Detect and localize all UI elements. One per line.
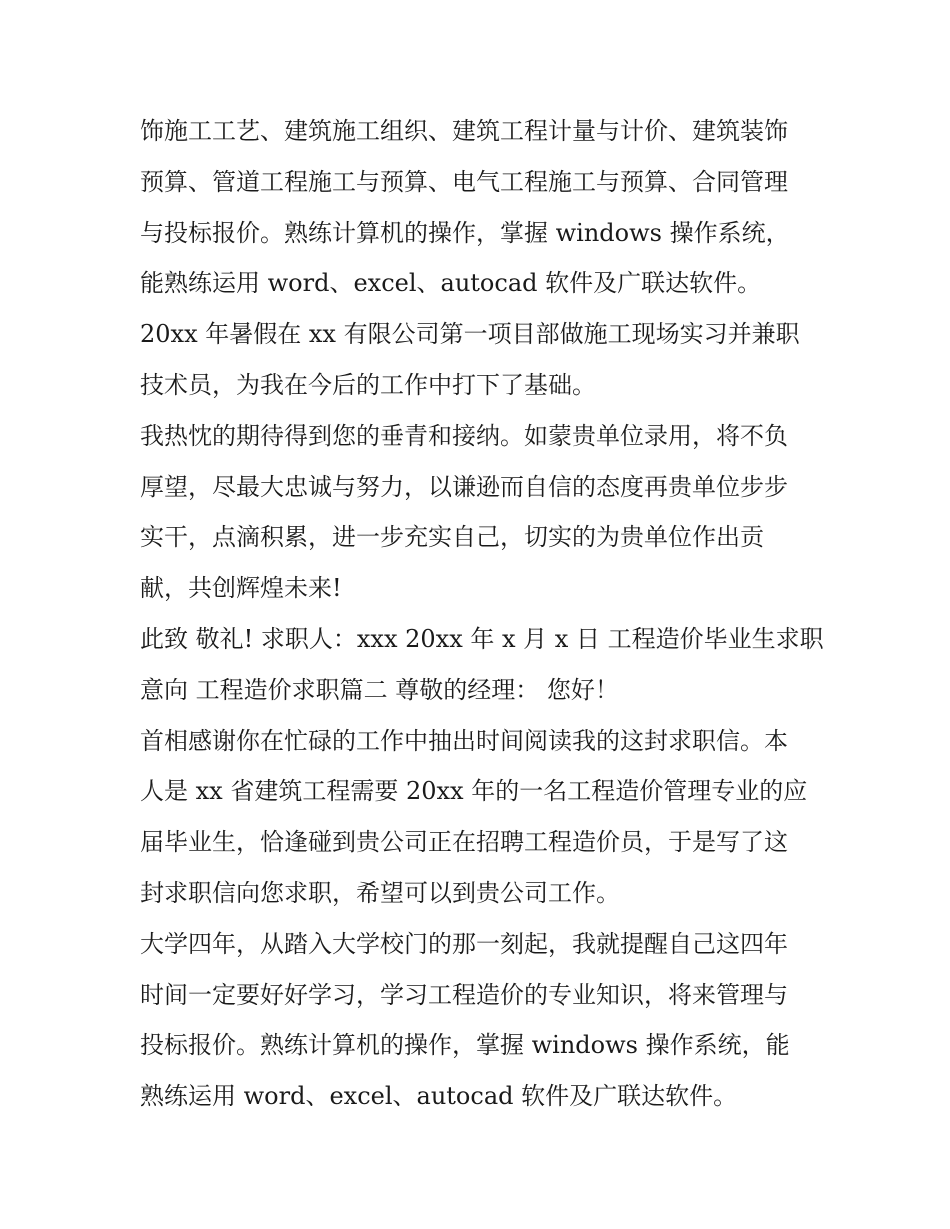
text-line: 投标报价。熟练计算机的操作，掌握 windows 操作系统，能 <box>140 1031 790 1060</box>
document-body <box>140 106 830 1122</box>
text-line: 献，共创辉煌未来! <box>140 574 342 603</box>
text-line: 人是 xx 省建筑工程需要 20xx 年的一名工程造价管理专业的应 <box>140 777 808 806</box>
text-line: 封求职信向您求职，希望可以到贵公司工作。 <box>140 878 620 907</box>
text-line: 届毕业生，恰逢碰到贵公司正在招聘工程造价员，于是写了这 <box>140 828 788 857</box>
text-line: 此致 敬礼! 求职人：xxx 20xx 年 x 月 x 日 工程造价毕业生求职 <box>140 624 824 653</box>
text-line: 时间一定要好好学习，学习工程造价的专业知识，将来管理与 <box>140 980 788 1009</box>
text-line: 首相感谢你在忙碌的工作中抽出时间阅读我的这封求职信。本 <box>140 726 788 755</box>
text-line: 与投标报价。熟练计算机的操作，掌握 windows 操作系统， <box>140 218 790 247</box>
text-line: 能熟练运用 word、excel、autocad 软件及广联达软件。 <box>140 269 762 298</box>
text-line: 预算、管道工程施工与预算、电气工程施工与预算、合同管理 <box>140 167 788 196</box>
text-line: 20xx 年暑假在 xx 有限公司第一项目部做施工现场实习并兼职 <box>140 320 800 349</box>
text-line: 我热忱的期待得到您的垂青和接纳。如蒙贵单位录用，将不负 <box>140 421 788 450</box>
text-line: 熟练运用 word、excel、autocad 软件及广联达软件。 <box>140 1082 738 1111</box>
text-line: 意向 工程造价求职篇二 尊敬的经理： 您好！ <box>140 675 619 704</box>
text-line: 厚望，尽最大忠诚与努力，以谦逊而自信的态度再贵单位步步 <box>140 472 788 501</box>
text-line: 实干，点滴积累，进一步充实自己，切实的为贵单位作出贡 <box>140 523 764 552</box>
text-line: 大学四年，从踏入大学校门的那一刻起，我就提醒自己这四年 <box>140 929 788 958</box>
text-line: 技术员，为我在今后的工作中打下了基础。 <box>140 370 596 399</box>
text-line: 饰施工工艺、建筑施工组织、建筑工程计量与计价、建筑装饰 <box>140 117 788 145</box>
